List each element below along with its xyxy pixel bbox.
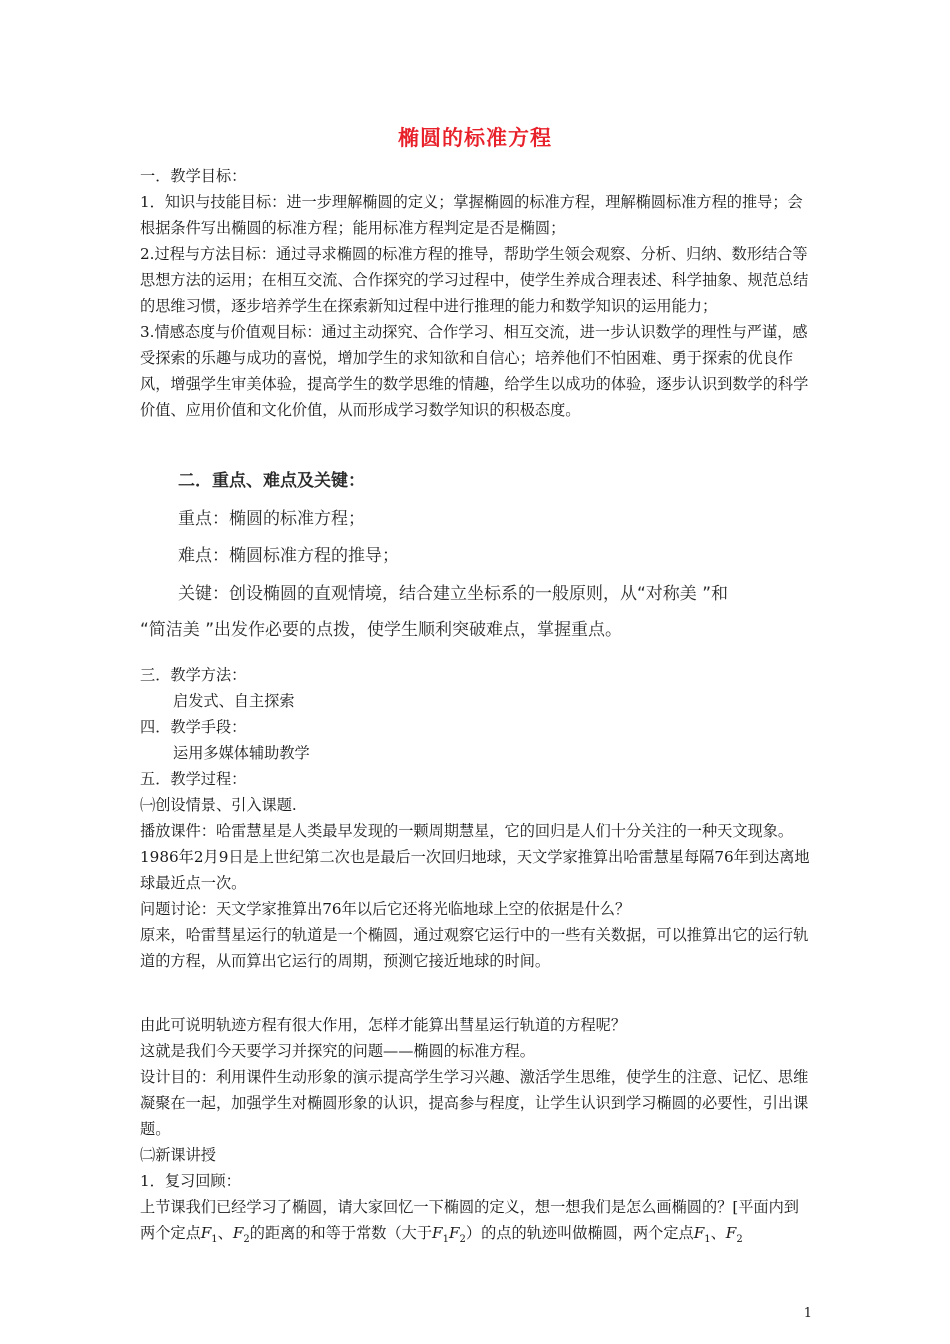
section4-heading: 四．教学手段：: [140, 718, 247, 736]
paragraph-explanation: 原来，哈雷彗星运行的轨道是一个椭圆，通过观察它运行中的一些有关数据，可以推算出它的运行轨道的方程，从而算出它运行的周期，预测它接近地球的时间。: [140, 926, 809, 970]
key-point-line: 重点：椭圆的标准方程；: [178, 509, 365, 529]
goal-emotion: 3.情感态度与价值观目标：通过主动探究、合作学习、相互交流，进一步认识数学的理性与严谨，感受探索的乐趣与成功的喜悦，增加学生的求知欲和自信心；培养他们不怕困难、勇于探索的优良作风，增强学生审美体验，提高学生的数学思维的情趣，给学生以成功的体验，逐步认识到数学的科学价值、应用价值和文化价值，从而形成学习数学知识的积极态度。: [140, 323, 809, 419]
part1-heading: ㈠创设情景、引入课题.: [140, 796, 297, 814]
paragraph-topic: 这就是我们今天要学习并探究的问题——椭圆的标准方程。: [140, 1042, 535, 1060]
part2-heading: ㈡新课讲授: [140, 1146, 216, 1164]
page-title: 椭圆的标准方程: [398, 126, 552, 150]
goal-process: 2.过程与方法目标：通过寻求椭圆的标准方程的推导，帮助学生领会观察、分析、归纳、数形结合等思想方法的运用；在相互交流、合作探究的学习过程中，使学生养成合理表述、科学抽象、规范总结的思维习惯，逐步培养学生在探索新知过程中进行推理的能力和数学知识的运用能力；: [140, 245, 809, 315]
section1-heading: 一．教学目标：: [140, 167, 247, 185]
paragraph-review: 上节课我们已经学习了椭圆，请大家回忆一下椭圆的定义，想一想我们是怎么画椭圆的？[平面内到两个定点$F_1$、$F_2$的距离的和等于常数（大于$F_1F_2$）的点的轨迹叫做椭圆，两个定点$F_1$、$F_2$: [140, 1198, 799, 1246]
paragraph-courseware: 播放课件：哈雷慧星是人类最早发现的一颗周期慧星，它的回归是人们十分关注的一种天文现象。1986年2月9日是上世纪第二次也是最后一次回归地球，天文学家推算出哈雷慧星每隔76年到达离地球最近点一次。: [140, 822, 810, 892]
paragraph-question: 问题讨论：天文学家推算出76年以后它还将光临地球上空的依据是什么？: [140, 900, 631, 918]
page-number: 1: [803, 1306, 812, 1321]
section-teaching-goals: [140, 163, 812, 423]
review-heading: 1．复习回顾：: [140, 1172, 241, 1190]
key-line-2: “简洁美 ”出发作必要的点拨，使学生顺利突破难点，掌握重点。: [140, 620, 623, 640]
section3-content: 启发式、自主探索: [173, 692, 295, 710]
section-process-continued: [140, 1012, 812, 1253]
paragraph-significance: 由此可说明轨迹方程有很大作用，怎样才能算出彗星运行轨道的方程呢？: [140, 1016, 626, 1034]
key-line-1: 关键：创设椭圆的直观情境，结合建立坐标系的一般原则，从“对称美 ”和: [178, 584, 729, 604]
section2-heading: 二．重点、难点及关键：: [178, 471, 365, 491]
section-methods: [140, 662, 812, 974]
section3-heading: 三．教学方法：: [140, 666, 247, 684]
section4-content: 运用多媒体辅助教学: [173, 744, 310, 762]
goal-knowledge: 1．知识与技能目标：进一步理解椭圆的定义；掌握椭圆的标准方程，理解椭圆标准方程的推导；会根据条件写出椭圆的标准方程；能用标准方程判定是否是椭圆；: [140, 193, 803, 237]
paragraph-design-purpose: 设计目的：利用课件生动形象的演示提高学生学习兴趣、激活学生思维，使学生的注意、记忆、思维凝聚在一起，加强学生对椭圆形象的认识，提高参与程度，让学生认识到学习椭圆的必要性，引出课题。: [140, 1068, 809, 1138]
difficulty-line: 难点：椭圆标准方程的推导；: [178, 546, 399, 566]
section5-heading: 五．教学过程：: [140, 770, 247, 788]
